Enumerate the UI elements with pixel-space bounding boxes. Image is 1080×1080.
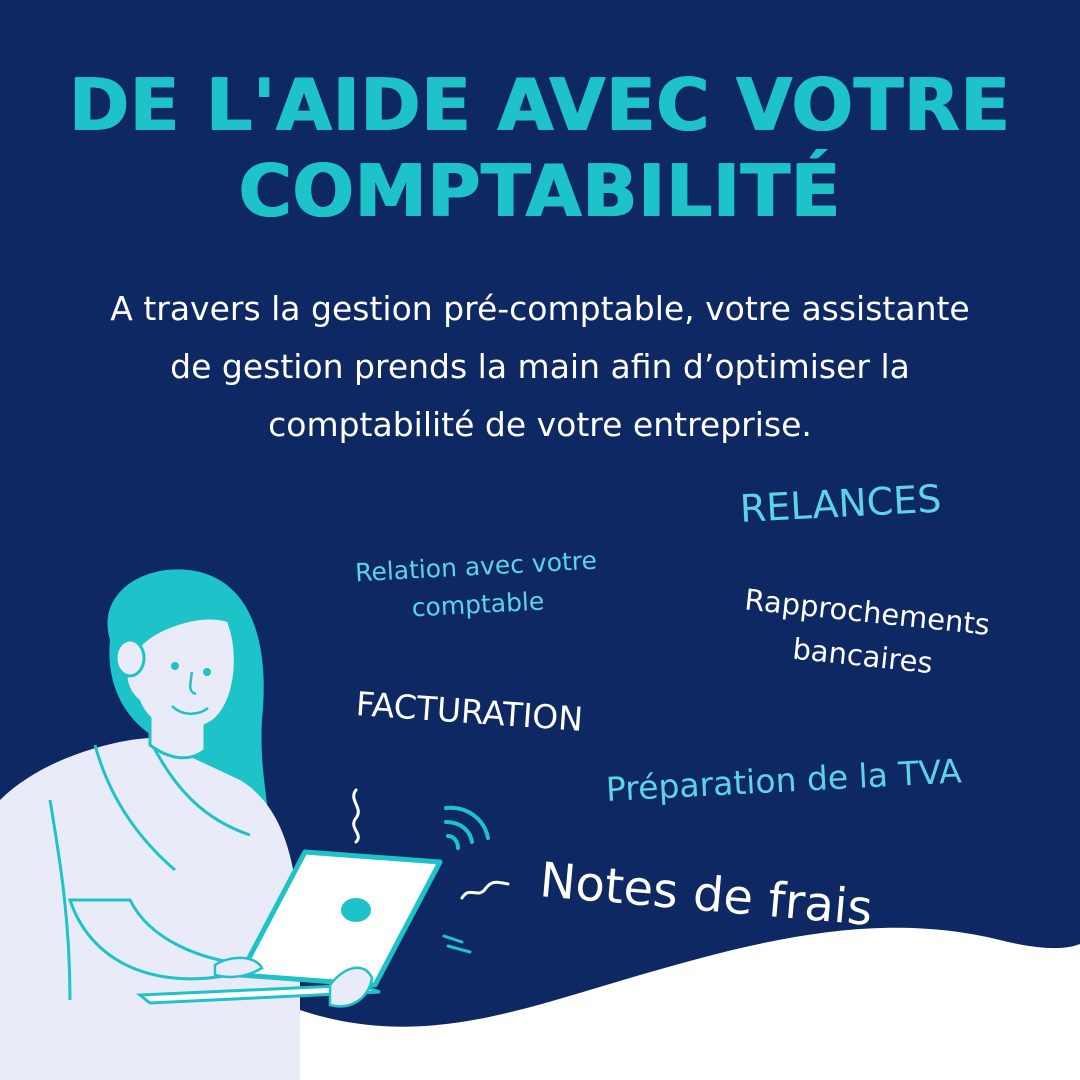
steam-icon xyxy=(354,790,359,842)
tag-rapprochements-bancaires: Rapprochements bancaires xyxy=(743,582,992,681)
tag-preparation-tva: Préparation de la TVA xyxy=(604,751,963,809)
tag-relation-comptable: Relation avec votre comptable xyxy=(354,545,598,623)
sparkle-icon xyxy=(444,936,470,952)
tag-facturation: FACTURATION xyxy=(354,684,585,739)
wifi-signal-icon xyxy=(446,808,488,848)
title-line-1: DE L'AIDE AVEC VOTRE xyxy=(69,63,1011,147)
intro-paragraph: A travers la gestion pré-comptable, votre assistante de gestion prends la main afin d’optimiser la comptabilité de votre entreprise. xyxy=(110,289,970,444)
squiggle-icon xyxy=(462,882,508,898)
tag-notes-de-frais: Notes de frais xyxy=(537,852,875,937)
title-line-2: COMPTABILITÉ xyxy=(238,149,842,233)
tag-relances: RELANCES xyxy=(738,476,943,531)
